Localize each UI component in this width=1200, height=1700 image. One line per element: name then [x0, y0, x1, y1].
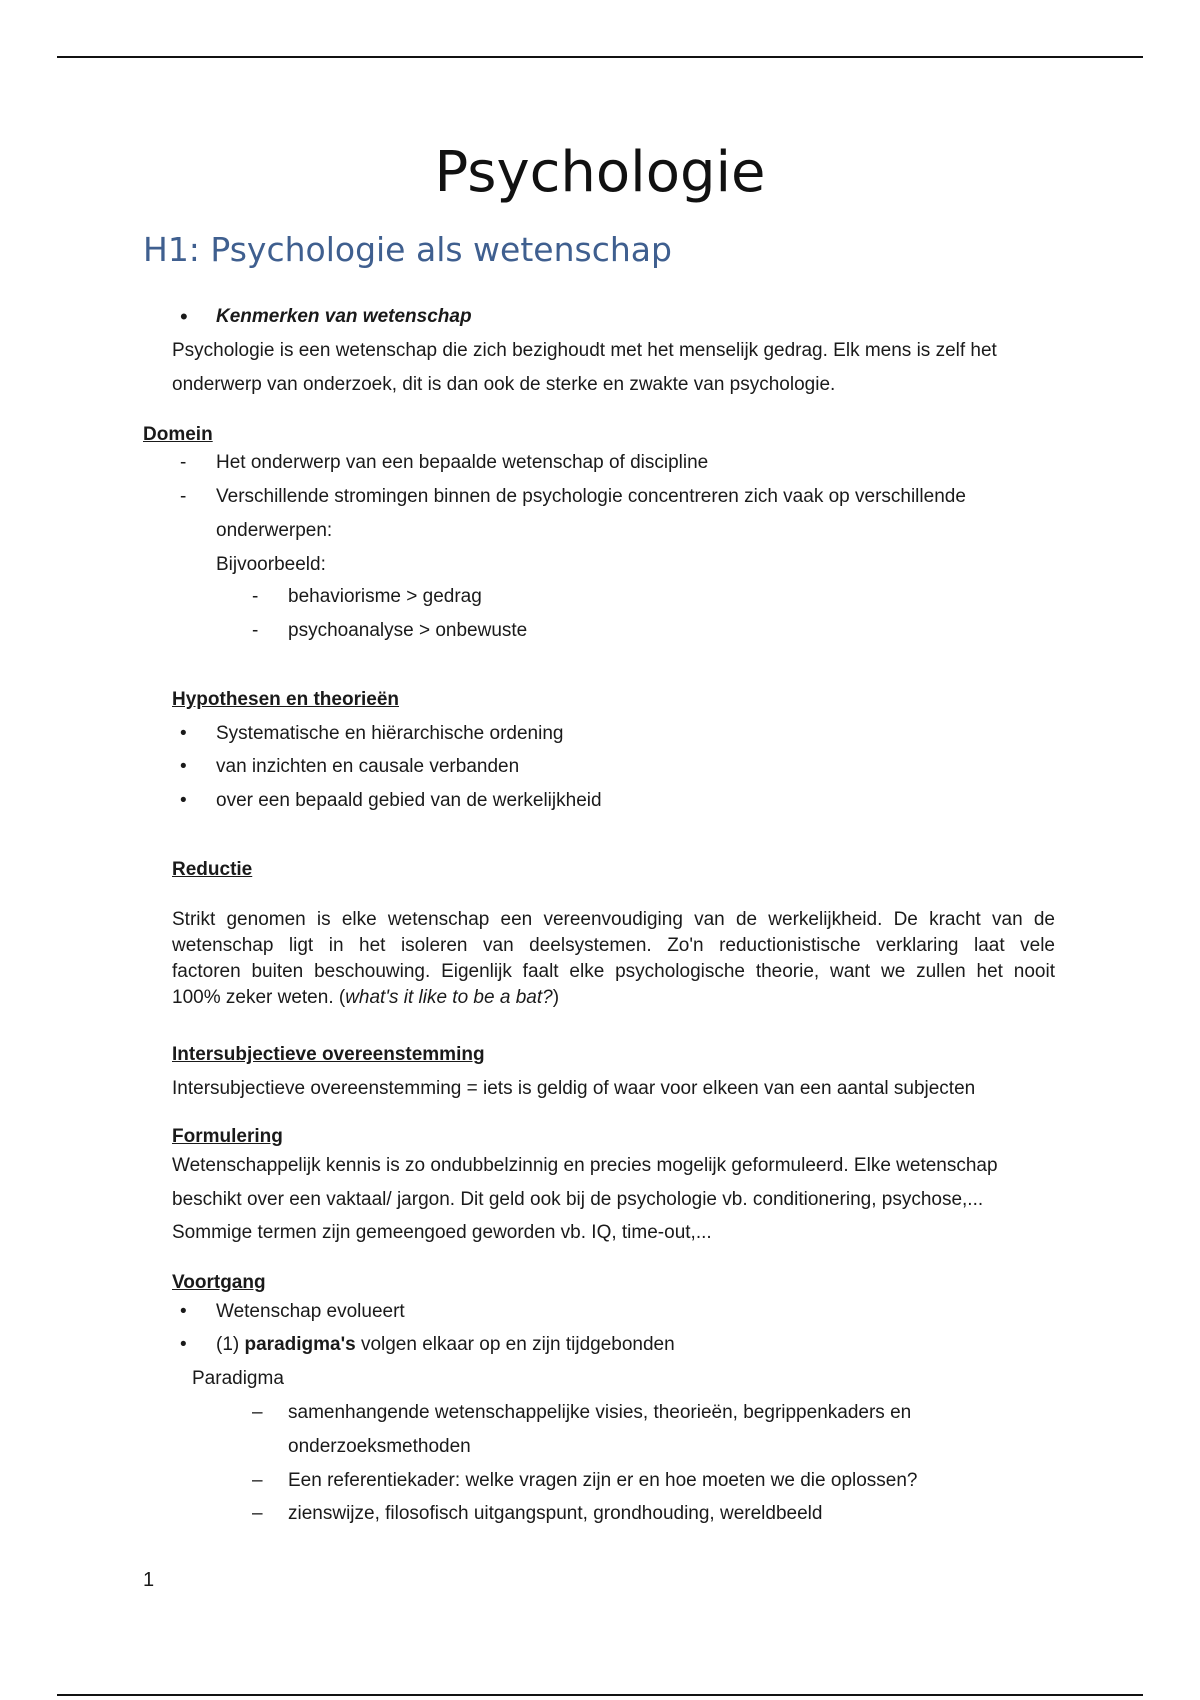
dash-icon: -	[180, 486, 187, 507]
endash-icon: –	[252, 1503, 263, 1524]
reductie-paragraph	[172, 907, 1055, 1011]
domein-heading: Domein	[143, 424, 213, 445]
voortgang-heading: Voortgang	[172, 1272, 266, 1293]
paradigma-label: Paradigma	[192, 1368, 284, 1389]
domein-item-1: Het onderwerp van een bepaalde wetenschap of discipline	[216, 452, 709, 473]
dash-icon: -	[252, 586, 259, 607]
intersubjectief-heading: Intersubjectieve overeenstemming	[172, 1044, 485, 1065]
reductie-line-2: wetenschap ligt in het isoleren van deelsystemen. Zo'n reductionistische verklaring laat vele	[172, 935, 1055, 956]
domein-sub-item-2: psychoanalyse > onbewuste	[288, 620, 528, 641]
reductie-line-1: Strikt genomen is elke wetenschap een vereenvoudiging van de werkelijkheid. De kracht van de	[172, 909, 1055, 930]
intersubjectief-text: Intersubjectieve overeenstemming = iets is geldig of waar voor elkeen van een aantal subjecten	[172, 1078, 976, 1099]
bullet-icon: •	[180, 756, 187, 777]
hypothesen-item-1: Systematische en hiërarchische ordening	[216, 723, 564, 744]
bullet-icon: •	[180, 1334, 187, 1355]
formulering-heading: Formulering	[172, 1126, 283, 1147]
kenmerken-heading: Kenmerken van wetenschap	[216, 306, 472, 327]
bullet-icon: •	[180, 304, 188, 329]
domein-item-2-line-2: onderwerpen:	[216, 520, 333, 541]
top-rule	[57, 56, 1143, 58]
formulering-line-3: Sommige termen zijn gemeengoed geworden vb. IQ, time-out,...	[172, 1222, 712, 1243]
formulering-line-1: Wetenschappelijk kennis is zo ondubbelzinnig en precies mogelijk geformuleerd. Elke wetenschap	[172, 1155, 998, 1176]
paradigma-sub-3: zienswijze, filosofisch uitgangspunt, grondhouding, wereldbeeld	[288, 1503, 823, 1524]
bullet-icon: •	[180, 723, 187, 744]
dash-icon: -	[252, 620, 259, 641]
voortgang-item-2-prefix: (1)	[216, 1334, 245, 1355]
bottom-rule	[57, 1694, 1143, 1696]
hypothesen-item-3: over een bepaald gebied van de werkelijkheid	[216, 790, 602, 811]
voortgang-item-1: Wetenschap evolueert	[216, 1301, 405, 1322]
reductie-heading: Reductie	[172, 859, 253, 880]
reductie-line-4-end: )	[552, 987, 560, 1008]
paradigma-sub-2: Een referentiekader: welke vragen zijn er en hoe moeten we die oplossen?	[288, 1470, 918, 1491]
formulering-line-2: beschikt over een vaktaal/ jargon. Dit geld ook bij de psychologie vb. conditionering, psychose,...	[172, 1189, 984, 1210]
domein-item-2-line-1: Verschillende stromingen binnen de psychologie concentreren zich vaak op verschillende	[216, 486, 966, 507]
chapter-heading: H1: Psychologie als wetenschap	[143, 230, 672, 269]
voortgang-item-2	[216, 1328, 675, 1362]
paradigmas-term: paradigma's	[244, 1334, 356, 1355]
domein-example-label: Bijvoorbeeld:	[216, 554, 326, 575]
hypothesen-item-2: van inzichten en causale verbanden	[216, 756, 520, 777]
paradigma-sub-1-line-1: samenhangende wetenschappelijke visies, theorieën, begrippenkaders en	[288, 1402, 912, 1423]
endash-icon: –	[252, 1470, 263, 1491]
page-number: 1	[143, 1569, 155, 1591]
hypothesen-heading: Hypothesen en theorieën	[172, 689, 399, 710]
domein-sub-item-1: behaviorisme > gedrag	[288, 586, 482, 607]
kenmerken-line-2: onderwerp van onderzoek, dit is dan ook de sterke en zwakte van psychologie.	[172, 374, 836, 395]
endash-icon: –	[252, 1402, 263, 1423]
reductie-line-3: factoren buiten beschouwing. Eigenlijk faalt elke psychologische theorie, want we zullen het nooit	[172, 961, 1055, 982]
reductie-line-4-start: 100% zeker weten. (	[172, 987, 346, 1008]
voortgang-item-2-suffix: volgen elkaar op en zijn tijdgebonden	[355, 1334, 675, 1355]
paradigma-sub-1-line-2: onderzoeksmethoden	[288, 1436, 471, 1457]
kenmerken-line-1: Psychologie is een wetenschap die zich bezighoudt met het menselijk gedrag. Elk mens is zelf het	[172, 340, 997, 361]
reductie-line-4	[172, 985, 1055, 1011]
bullet-icon: •	[180, 790, 187, 811]
dash-icon: -	[180, 452, 187, 473]
bullet-icon: •	[180, 1301, 187, 1322]
document-title: Psychologie	[434, 140, 766, 205]
reductie-bat-quote: what's it like to be a bat?	[345, 987, 553, 1008]
